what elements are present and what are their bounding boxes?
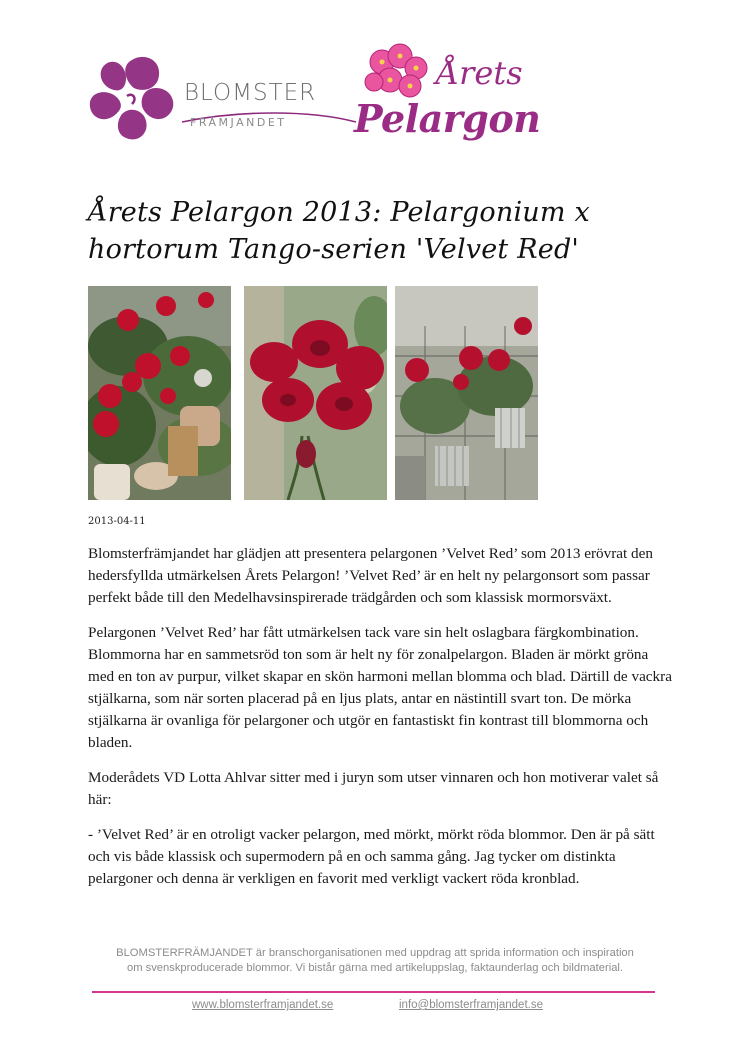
blomsterframjandet-logo (86, 52, 358, 144)
article-body (88, 543, 678, 903)
paragraph-2: Pelargonen ’Velvet Red’ har fått utmärkelsen tack vare sin helt oslagbara färgkombination. Blommorna har en sammetsröd ton som är helt ny för zonalpelargon. Bladen är mörkt gröna med en ton av purpur, vilket skapar en skön harmoni mellan blomma och blad. Därtill de vackra stjälkarna, som när sorten placerad på en ljus plats, antar en nästintill svart ton. De mörka stjälkarna är ovanliga för pelargoner och utgör en fantastiskt fin kontrast till blommorna och bladen. (88, 624, 672, 751)
logo-wordmark: BLOMSTER (184, 80, 317, 106)
flower-icon (86, 52, 178, 144)
paragraph-4: - ’Velvet Red’ är en otroligt vacker pelargon, med mörkt, mörkt röda blommor. Den är på sätt och vis både klassisk och supermodern på en och samma gång. Jag tycker om distinkta pelargoner och denna är verkligen en favorit med verkligt vackert röda kronblad. (88, 826, 655, 887)
website-link[interactable]: www.blomsterframjandet.se (192, 999, 334, 1011)
paragraph-1: Blomsterfrämjandet har glädjen att presentera pelargonen ’Velvet Red’ som 2013 erövrat den hedersfyllda utmärkelsen Årets Pelargon! ’Velvet Red’ är en helt ny pelargonsort som passar perfekt både till den Medelhavsinspirerade trädgården och som klassisk mormorsväxt. (88, 545, 653, 606)
photo-potted-pelargoniums (88, 286, 231, 500)
logo-pelargon-text: Pelargon (354, 96, 541, 141)
arets-pelargon-logo (350, 40, 550, 148)
photo-red-bloom-closeup (244, 286, 387, 500)
footer-line-1: BLOMSTERFRÄMJANDET är branschorganisationen med uppdrag att sprida information och inspiration (116, 947, 634, 959)
footer-divider (92, 991, 655, 993)
logo-arets-text: Årets (436, 54, 523, 92)
email-link[interactable]: info@blomsterframjandet.se (399, 999, 543, 1011)
paragraph-3: Moderådets VD Lotta Ahlvar sitter med i juryn som utser vinnaren och hon motiverar valet så här: (88, 769, 659, 808)
publish-date: 2013-04-11 (88, 516, 146, 527)
footer-line-2: om svenskproducerade blommor. Vi bistår gärna med artikeluppslag, faktaunderlag och bildmaterial. (126, 962, 624, 974)
footer-description (80, 946, 670, 976)
page-title: Årets Pelargon 2013: Pelargonium x hortorum Tango-serien 'Velvet Red' (88, 197, 590, 265)
pelargonium-bloom-icon (362, 42, 434, 104)
logo-subtitle: FRÄMJANDET (190, 116, 287, 129)
photo-hanging-tin-pots (395, 286, 538, 500)
